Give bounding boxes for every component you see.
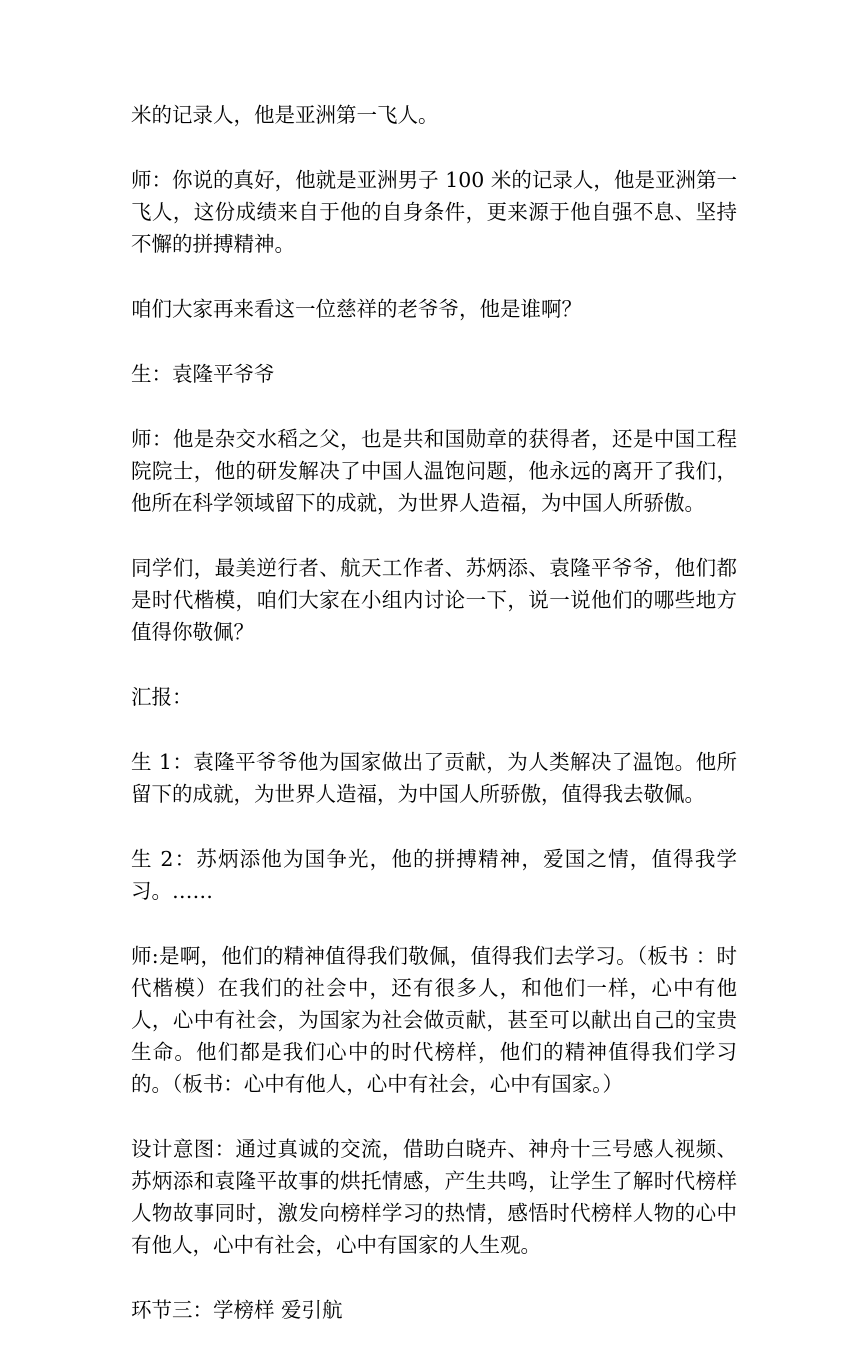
paragraph-group-discussion: 同学们，最美逆行者、航天工作者、苏炳添、袁隆平爷爷，他们都是时代楷模，咱们大家在小组内讨论一下，说一说他们的哪些地方值得你敬佩？ xyxy=(131,556,737,644)
paragraph-design-intent: 设计意图：通过真诚的交流，借助白晓卉、神舟十三号感人视频、苏炳添和袁隆平故事的烘托情感，产生共鸣，让学生了解时代榜样人物故事同时，激发向榜样学习的热情，感悟时代榜样人物的心中有他人，心中有社会，心中有国家的人生观。 xyxy=(131,1137,737,1257)
paragraph-teacher-summary: 师:是啊，他们的精神值得我们敬佩，值得我们去学习。（板书 ：时代楷模）在我们的社会中，还有很多人，和他们一样，心中有他人，心中有社会，为国家为社会做贡献，甚至可以献出自己的宝贵生命。他们都是我们心中的时代榜样，他们的精神值得我们学习的。（板书：心中有他人，心中有社会，心中有国家。） xyxy=(131,944,737,1096)
paragraph-student-answer: 生：袁隆平爷爷 xyxy=(131,362,275,386)
paragraph-teacher-praise: 师：你说的真好，他就是亚洲男子 100 米的记录人，他是亚洲第一飞人，这份成绩来自于他的自身条件，更来源于他自强不息、坚持不懈的拼搏精神。 xyxy=(131,168,737,256)
paragraph-continuation: 米的记录人，他是亚洲第一飞人。 xyxy=(131,103,439,127)
document-body xyxy=(131,99,737,1359)
paragraph-student-1: 生 1：袁隆平爷爷他为国家做出了贡献，为人类解决了温饱。他所留下的成就，为世界人造福，为中国人所骄傲，值得我去敬佩。 xyxy=(131,750,737,806)
section-heading: 环节三：学榜样 爱引航 xyxy=(131,1298,343,1322)
paragraph-student-2: 生 2：苏炳添他为国争光，他的拼搏精神，爱国之情，值得我学习。…… xyxy=(131,847,737,903)
paragraph-teacher-yuan-longping: 师：他是杂交水稻之父，也是共和国勋章的获得者，还是中国工程院院士，他的研发解决了中国人温饱问题，他永远的离开了我们，他所在科学领域留下的成就，为世界人造福，为中国人所骄傲。 xyxy=(131,427,737,515)
paragraph-report-heading: 汇报： xyxy=(131,685,193,709)
paragraph-teacher-question: 咱们大家再来看这一位慈祥的老爷爷，他是谁啊？ xyxy=(131,297,582,321)
